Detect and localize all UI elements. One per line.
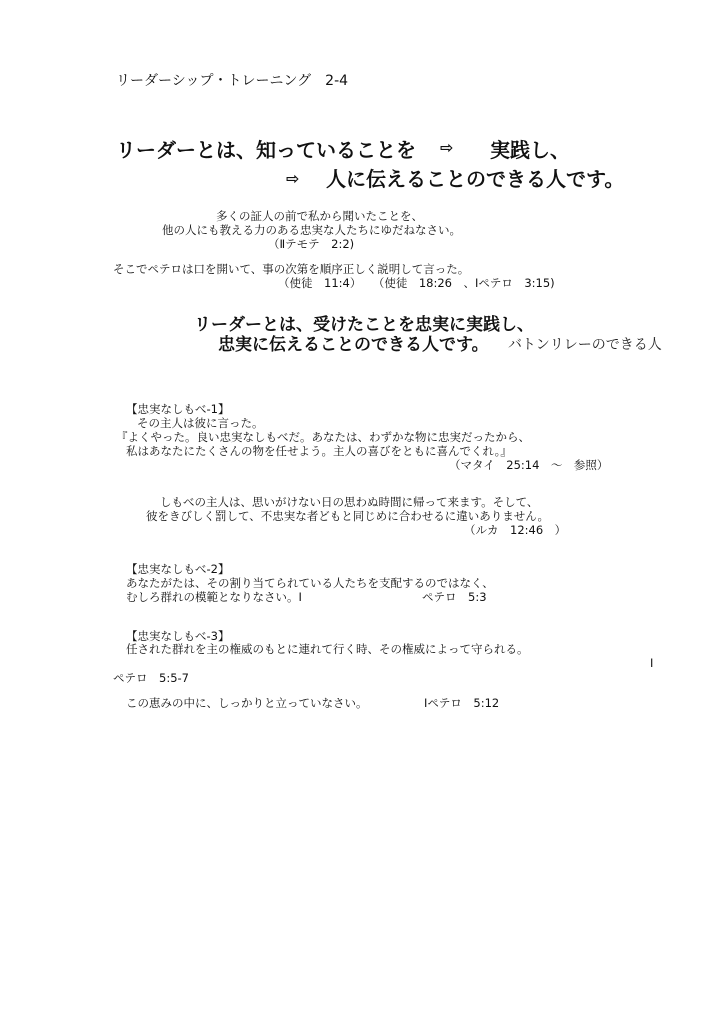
leader-line1: リーダーとは、受けたことを忠実に実践し、 xyxy=(194,315,534,335)
servant2-title: 【忠実なしもべ-2】 xyxy=(126,562,230,576)
servant2-ref: ペテロ 5:3 xyxy=(422,590,487,604)
servant3-mark: Ⅰ xyxy=(650,656,654,670)
servant2-line1: あなたがたは、その割り当てられている人たちを支配するのではなく、 xyxy=(126,576,494,590)
verse-tim-line2: 他の人にも教える力のある忠実な人たちにゆだねなさい。 xyxy=(162,223,461,237)
verse-tim-line1: 多くの証人の前で私から聞いたことを、 xyxy=(216,209,423,223)
page-header: リーダーシップ・トレーニング 2-4 xyxy=(116,73,349,89)
definition-line2: 人に伝えることのできる人です。 xyxy=(326,167,625,191)
acts-ref: （使徒 11:4） （使徒 18:26 、Ⅰペテロ 3:15) xyxy=(278,276,555,290)
servant3-line2: この恵みの中に、しっかりと立っていなさい。 xyxy=(126,696,368,710)
luke-line2: 彼をきびしく罰して、不忠実な者どもと同じめに合わせるに違いありません。 xyxy=(146,509,549,523)
servant1-ref: （マタイ 25:14 ～ 参照） xyxy=(449,458,609,472)
servant2-line2: むしろ群れの模範となりなさい。Ⅰ xyxy=(126,590,302,604)
leader-line2: 忠実に伝えることのできる人です。 xyxy=(218,335,489,355)
servant3-line1: 任された群れを主の権威のもとに連れて行く時、その権威によって守られる。 xyxy=(126,642,529,656)
servant1-title: 【忠実なしもべ-1】 xyxy=(126,402,230,416)
arrow-icon: ⇨ xyxy=(286,169,300,188)
verse-tim-ref: （Ⅱテモテ 2:2) xyxy=(268,237,355,251)
relay-note: バトンリレーのできる人 xyxy=(508,337,662,353)
servant3-title: 【忠実なしもべ-3】 xyxy=(126,629,230,643)
acts-line: そこでペテロは口を開いて、事の次第を順序正しく説明して言った。 xyxy=(113,262,470,276)
servant3-ref2: Ⅰペテロ 5:12 xyxy=(424,696,500,710)
luke-line1: しもべの主人は、思いがけない日の思わぬ時間に帰って来ます。そして、 xyxy=(160,495,539,509)
servant1-line1: その主人は彼に言った。 xyxy=(137,416,264,430)
servant1-line2: 『よくやった。良い忠実なしもべだ。あなたは、わずかな物に忠実だったから、 xyxy=(116,430,530,444)
luke-ref: （ルカ 12:46 ） xyxy=(464,523,567,537)
arrow-icon: ⇨ xyxy=(440,138,454,157)
definition-line1: リーダーとは、知っていることを xyxy=(116,138,416,162)
servant1-line3: 私はあなたにたくさんの物を任せよう。主人の喜びをともに喜んでくれ。』 xyxy=(126,444,512,458)
definition-practice: 実践し、 xyxy=(490,138,570,162)
servant3-ref: ペテロ 5:5-7 xyxy=(113,671,189,685)
